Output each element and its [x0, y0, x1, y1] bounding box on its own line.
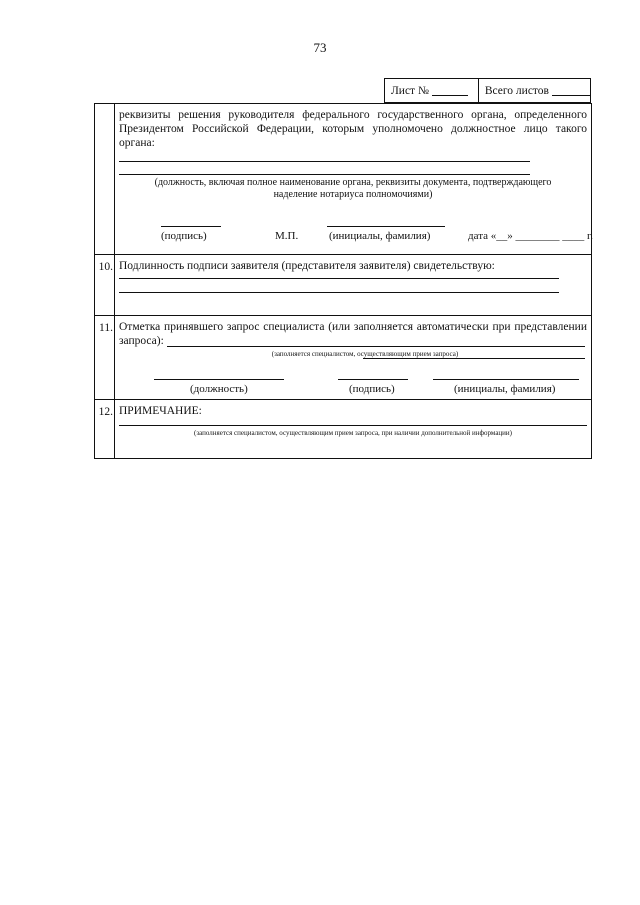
notary-details-paragraph: реквизиты решения руководителя федерального государственного органа, определенного Президентом Российской Федерации, которым уполномочено должностное лицо такого органа:: [119, 109, 587, 149]
row-11-text: Отметка принявшего запрос специалиста (или заполняется автоматически при представлении запроса):: [119, 321, 587, 347]
row-10-signature-certification: [95, 254, 591, 315]
row-12-hint: (заполняется специалистом, осуществляющим прием запроса, при наличии дополнительной информации): [194, 429, 512, 437]
page-number: 73: [313, 40, 327, 55]
row-11-specialist-mark: [95, 315, 591, 399]
row-12-content: [115, 400, 591, 458]
specialist-signature-line[interactable]: [338, 379, 408, 380]
sheet-total-label: Всего листов: [484, 84, 549, 97]
notary-signature-line[interactable]: [161, 226, 221, 227]
row-10-content: [115, 255, 591, 315]
specialist-position-line[interactable]: [154, 379, 284, 380]
stamp-label: М.П.: [275, 230, 299, 242]
sheet-number-blank[interactable]: [432, 85, 468, 96]
row-12-text: ПРИМЕЧАНИЕ:: [119, 405, 202, 417]
row-number-11: 11.: [95, 316, 115, 399]
notary-details-line-1[interactable]: [119, 161, 530, 162]
specialist-signature-label: (подпись): [349, 383, 395, 395]
notary-details-caption: (должность, включая полное наименование органа, реквизиты документа, подтверждающего наделение нотариуса полномочиями): [154, 177, 552, 200]
row-12-note: [95, 399, 591, 458]
row-11-line-2[interactable]: [363, 358, 585, 359]
sheet-counter-box: [384, 78, 591, 103]
row-10-line-2[interactable]: [119, 292, 559, 293]
row-number-empty: [95, 104, 115, 254]
sheet-number-label: Лист №: [391, 84, 429, 97]
notary-date-field[interactable]: дата «__» ________ ____ г.: [468, 230, 594, 242]
notary-details-content: [115, 104, 594, 254]
application-form-table: [94, 103, 592, 459]
notary-initials-label: (инициалы, фамилия): [329, 230, 431, 242]
notary-initials-line[interactable]: [327, 226, 445, 227]
sheet-total-blank[interactable]: [552, 85, 590, 96]
sheet-number-cell[interactable]: [385, 79, 478, 102]
row-number-12: 12.: [95, 400, 115, 458]
notary-details-line-2[interactable]: [119, 174, 530, 175]
row-10-text: Подлинность подписи заявителя (представителя заявителя) свидетельствую:: [119, 260, 495, 272]
specialist-position-label: (должность): [190, 383, 248, 395]
row-number-10: 10.: [95, 255, 115, 315]
row-10-line-1[interactable]: [119, 278, 559, 279]
notary-signature-label: (подпись): [161, 230, 207, 242]
sheet-total-cell[interactable]: [478, 79, 590, 102]
row-11-content: [115, 316, 591, 399]
specialist-initials-line[interactable]: [433, 379, 579, 380]
row-11-hint: (заполняется специалистом, осуществляющим прием запроса): [271, 350, 459, 358]
row-notary-details: [95, 104, 594, 254]
specialist-initials-label: (инициалы, фамилия): [454, 383, 556, 395]
